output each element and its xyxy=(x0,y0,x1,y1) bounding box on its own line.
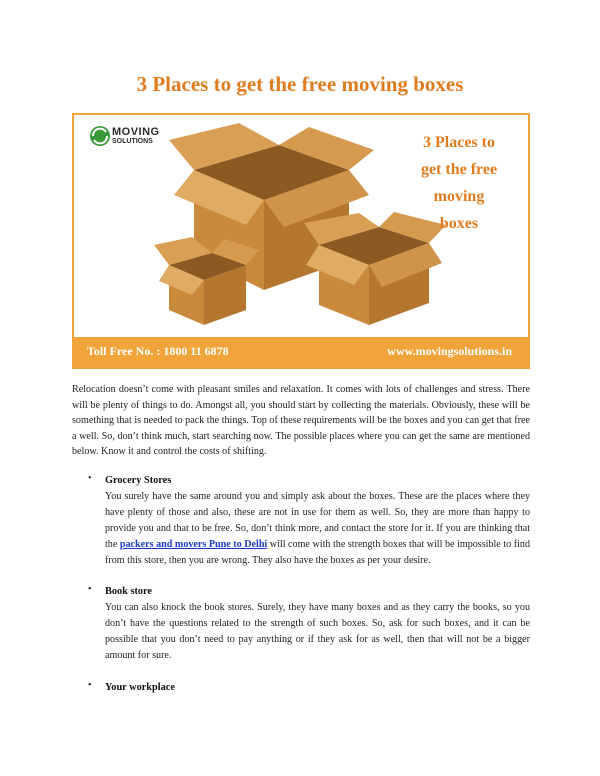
logo-icon xyxy=(90,126,110,146)
section-text: will come with the strength boxes that will be impossible to find from this store, then you are wrong. They also have the boxes as per your desire. xyxy=(105,538,531,566)
toll-free-number: Toll Free No. : 1800 11 6878 xyxy=(87,344,229,358)
logo-line-2: SOLUTIONS xyxy=(112,138,153,145)
logo xyxy=(112,127,160,147)
small-box-icon xyxy=(154,237,259,325)
bullet-icon: • xyxy=(88,584,92,595)
section-your-workplace xyxy=(88,680,530,696)
banner-image xyxy=(72,113,530,369)
intro-paragraph: Relocation doesn’t come with pleasant smiles and relaxation. It comes with lots of challenges and stress. There will be plenty of things to do. Amongst all, you should start by collecting the materials. Obviously, these will be something that is needed to pack the things. Top of these requirements will be the boxes and you can get that free a well. So, don’t think much, start searching now. The possible places where you can get the same are mentioned below. Know it and control the costs of shifting. xyxy=(72,384,530,458)
headline-line: get the free xyxy=(420,161,498,178)
section-book-store xyxy=(88,584,530,664)
bullet-icon: • xyxy=(88,680,92,691)
section-title: Book store xyxy=(105,586,153,597)
logo-line-1: MOVING xyxy=(112,126,160,138)
banner-footer-bar xyxy=(74,337,528,367)
banner-headline xyxy=(404,129,514,237)
section-title: Grocery Stores xyxy=(105,475,172,486)
section-body: You can also knock the book stores. Surely, they have many boxes and as they carry the books, so you don’t have the questions related to the strength of such boxes. So, ask for such boxes, and it can be possible that you don’t need to pay anything or if they ask for as well, then that will not be a bigger amount for sure. xyxy=(105,601,530,661)
headline-line: 3 Places to xyxy=(423,134,495,151)
section-body xyxy=(105,489,530,569)
bullet-icon: • xyxy=(88,473,92,484)
headline-line: boxes xyxy=(439,215,479,232)
section-text: You surely have the same around you and simply ask about the boxes. These are the places where they have plenty of those and also, these are not in use for them as well. So, they are more than happy to provide you and that to be free. So, don’t think more, and contact the store for it. If you are thinking that the xyxy=(105,490,530,550)
headline-line: moving xyxy=(433,188,485,205)
section-title: Your workplace xyxy=(105,682,175,693)
page-title: 3 Places to get the free moving boxes xyxy=(136,72,464,96)
packers-movers-link[interactable]: packers and movers Pune to Delhi xyxy=(119,538,268,550)
website-url: www.movingsolutions.in xyxy=(387,344,512,358)
section-grocery-stores xyxy=(88,473,530,569)
